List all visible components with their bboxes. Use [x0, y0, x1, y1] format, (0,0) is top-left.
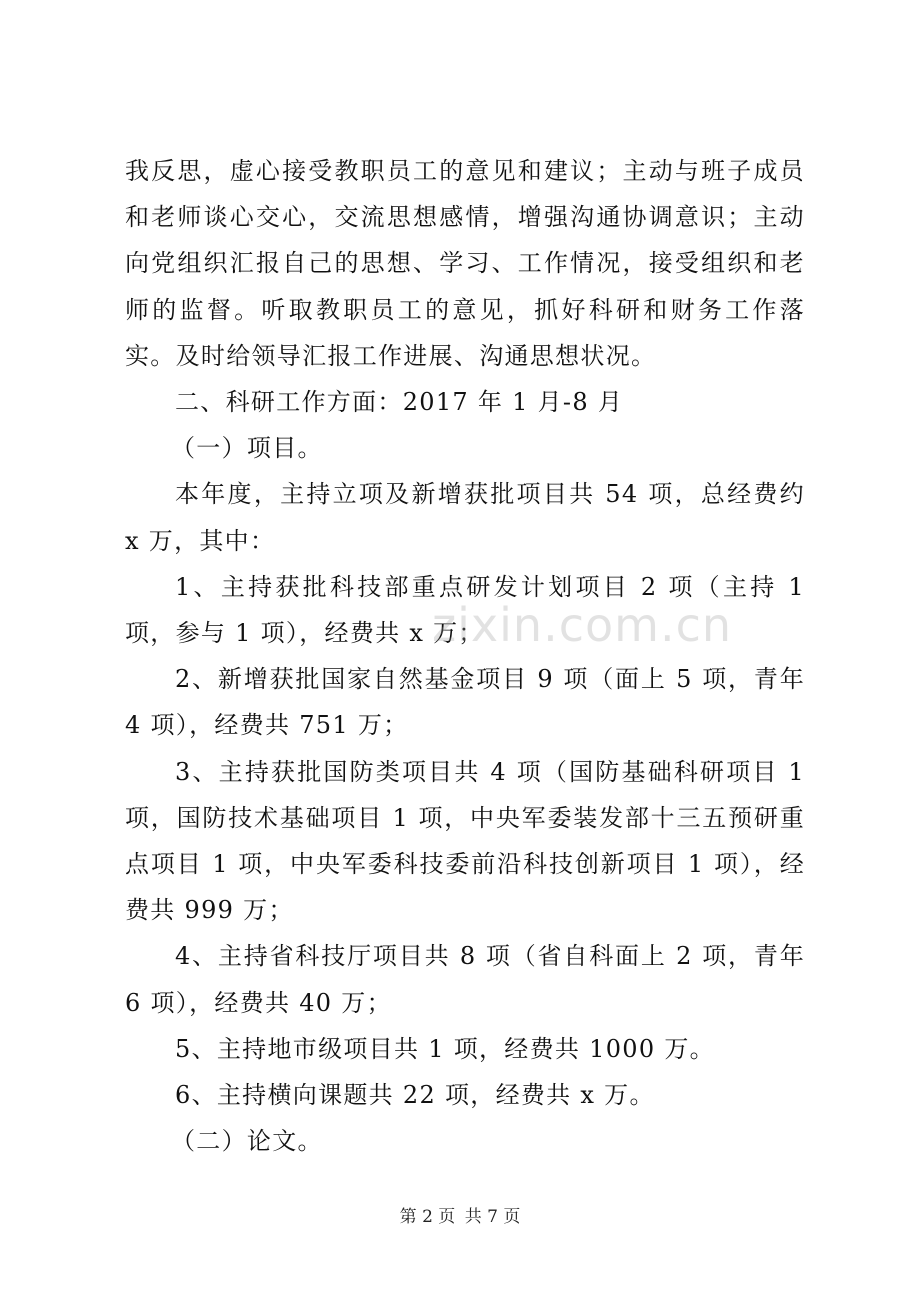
- page-footer: [0, 1202, 920, 1227]
- page-number: 第 2 页: [399, 1207, 456, 1227]
- subsection-heading-papers: （二）论文。: [171, 1127, 323, 1156]
- subsection-heading-projects: （一）项目。: [171, 434, 323, 463]
- list-item-project-5: 5、主持地市级项目共 1 项，经费共 1000 万。: [175, 1034, 715, 1063]
- list-item-project-1: 1、主持获批科技部重点研发计划项目 2 项（主持 1 项，参与 1 项），经费共 x 万；: [125, 572, 805, 648]
- paragraph-self-reflection: 我反思，虚心接受教职员工的意见和建议；主动与班子成员和老师谈心交心，交流思想感情，增强沟通协调意识；主动向党组织汇报自己的思想、学习、工作情况，接受组织和老师的监督。听取教职员工的意见，抓好科研和财务工作落实。及时给领导汇报工作进展、沟通思想状况。: [125, 157, 805, 370]
- list-item-project-6: 6、主持横向课题共 22 项，经费共 x 万。: [175, 1081, 655, 1110]
- watermark-logo: zixin.com.cn: [432, 598, 733, 652]
- list-item-project-3: 3、主持获批国防类项目共 4 项（国防基础科研项目 1 项，国防技术基础项目 1 项，中央军委装发部十三五预研重点项目 1 项，中央军委科技委前沿科技创新项目 1 项），经费共 999 万；: [125, 757, 805, 925]
- page-total: 共 7 页: [464, 1207, 521, 1227]
- section-heading-research: 二、科研工作方面：2017 年 1 月-8 月: [175, 388, 624, 417]
- paragraph-projects-summary: 本年度，主持立项及新增获批项目共 54 项，总经费约 x 万，其中：: [125, 480, 805, 555]
- document-body: [125, 148, 805, 1164]
- list-item-project-4: 4、主持省科技厅项目共 8 项（省自科面上 2 项，青年 6 项），经费共 40 万；: [125, 942, 805, 1017]
- list-item-project-2: 2、新增获批国家自然基金项目 9 项（面上 5 项，青年 4 项），经费共 751 万；: [125, 665, 805, 740]
